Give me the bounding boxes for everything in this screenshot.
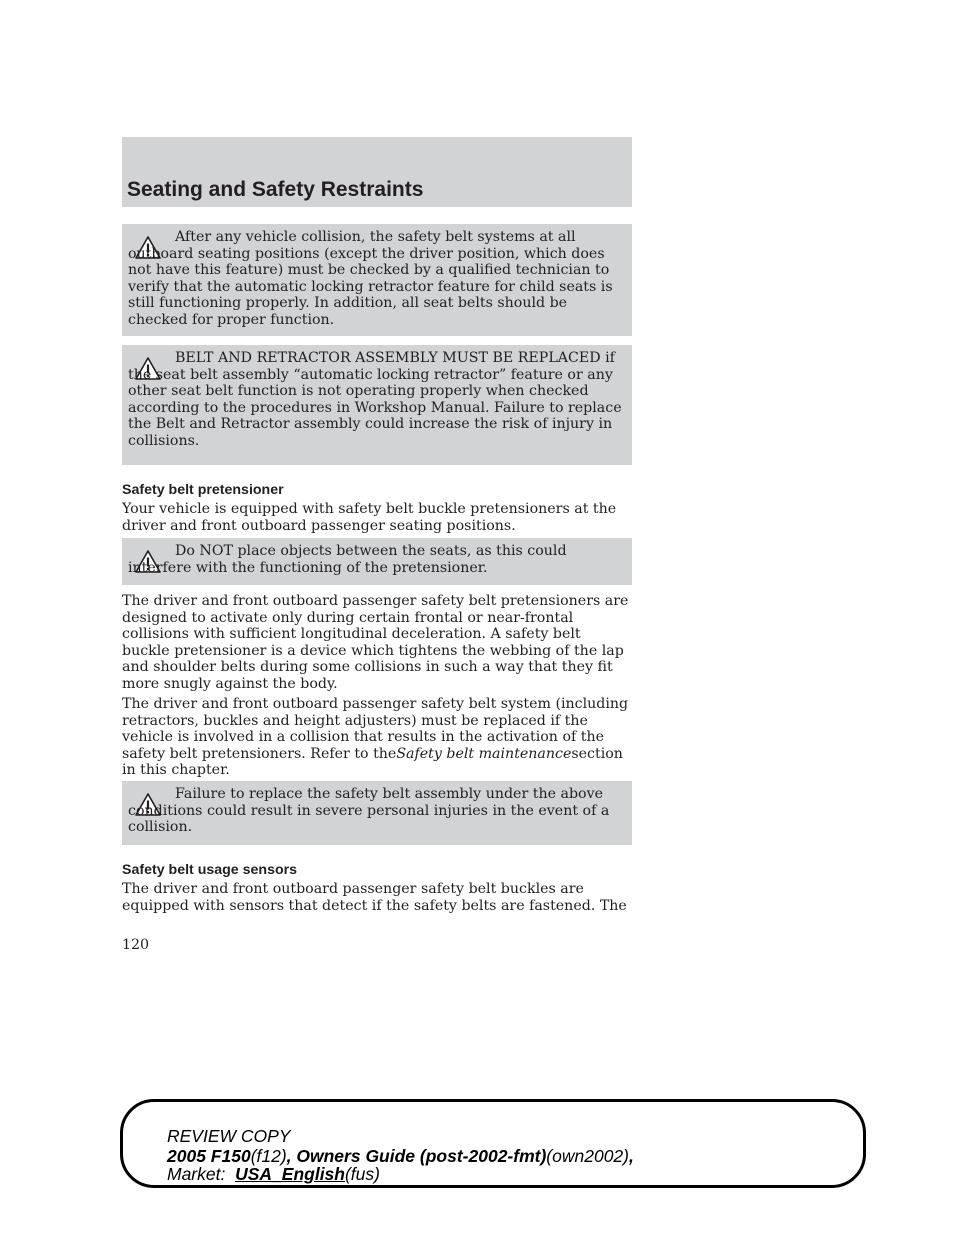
warning-box	[122, 538, 632, 585]
cross-reference-link: Safety belt maintenance	[396, 745, 572, 762]
warning-text: BELT AND RETRACTOR ASSEMBLY MUST BE REPLACED if the seat belt assembly “automatic locking retractor” feature or any other seat belt function is not operating properly when checked according to the procedures in Workshop Manual. Failure to replace the Belt and Retractor assembly could increase the risk of injury in collisions.	[128, 350, 622, 449]
separator-comma: ,	[629, 1146, 634, 1166]
model-name: 2005 F150	[167, 1146, 251, 1166]
paragraph-text: section in this chapter.	[122, 745, 623, 779]
subheading-usage-sensors: Safety belt usage sensors	[122, 862, 298, 878]
warning-box	[122, 781, 632, 845]
guide-name: , Owners Guide (post-2002-fmt)	[286, 1146, 547, 1166]
warning-text: After any vehicle collision, the safety belt systems at all outboard seating positions (except the driver position, which does not have this feature) must be checked by a qualified technician to verify that the automatic locking retractor feature for child seats is still functioning properly. In addition, all seat belts should be checked for proper function.	[128, 229, 613, 328]
paragraph: The driver and front outboard passenger safety belt pretensioners are designed to activate only during certain frontal or near-frontal collisions with sufficient longitudinal deceleration. A safety belt buckle pretensioner is a device which tightens the webbing of the lap and shoulder belts during some collisions in such a way that they fit more snugly against the body.	[122, 593, 629, 692]
warning-box	[122, 345, 632, 465]
market-code: (fus)	[344, 1164, 380, 1184]
model-code: (f12)	[250, 1146, 287, 1166]
paragraph-text: The driver and front outboard passenger safety belt system (including retractors, buckles and height adjusters) must be replaced if the vehicle is involved in a collision that results in the activation of the safety belt pretensioners. Refer to the	[122, 696, 629, 762]
review-copy-label: REVIEW COPY	[167, 1126, 291, 1146]
section-title: Seating and Safety Restraints	[127, 178, 424, 201]
document-info-line	[167, 1146, 634, 1166]
market-line	[167, 1164, 380, 1184]
market-value: USA_English	[235, 1164, 345, 1184]
market-label: Market:	[167, 1164, 226, 1184]
warning-text: Do NOT place objects between the seats, as this could interfere with the functioning of the pretensioner.	[128, 543, 567, 576]
paragraph: Your vehicle is equipped with safety belt buckle pretensioners at the driver and front outboard passenger seating positions.	[122, 501, 617, 534]
paragraph	[122, 696, 632, 779]
review-copy-box	[120, 1099, 866, 1188]
warning-text: Failure to replace the safety belt assembly under the above conditions could result in severe personal injuries in the event of a collision.	[128, 786, 610, 836]
page-number: 120	[122, 937, 150, 953]
warning-box	[122, 224, 632, 336]
subheading-pretensioner: Safety belt pretensioner	[122, 482, 284, 498]
guide-code: (own2002)	[546, 1146, 629, 1166]
paragraph: The driver and front outboard passenger safety belt buckles are equipped with sensors that detect if the safety belts are fastened. The	[122, 881, 627, 914]
